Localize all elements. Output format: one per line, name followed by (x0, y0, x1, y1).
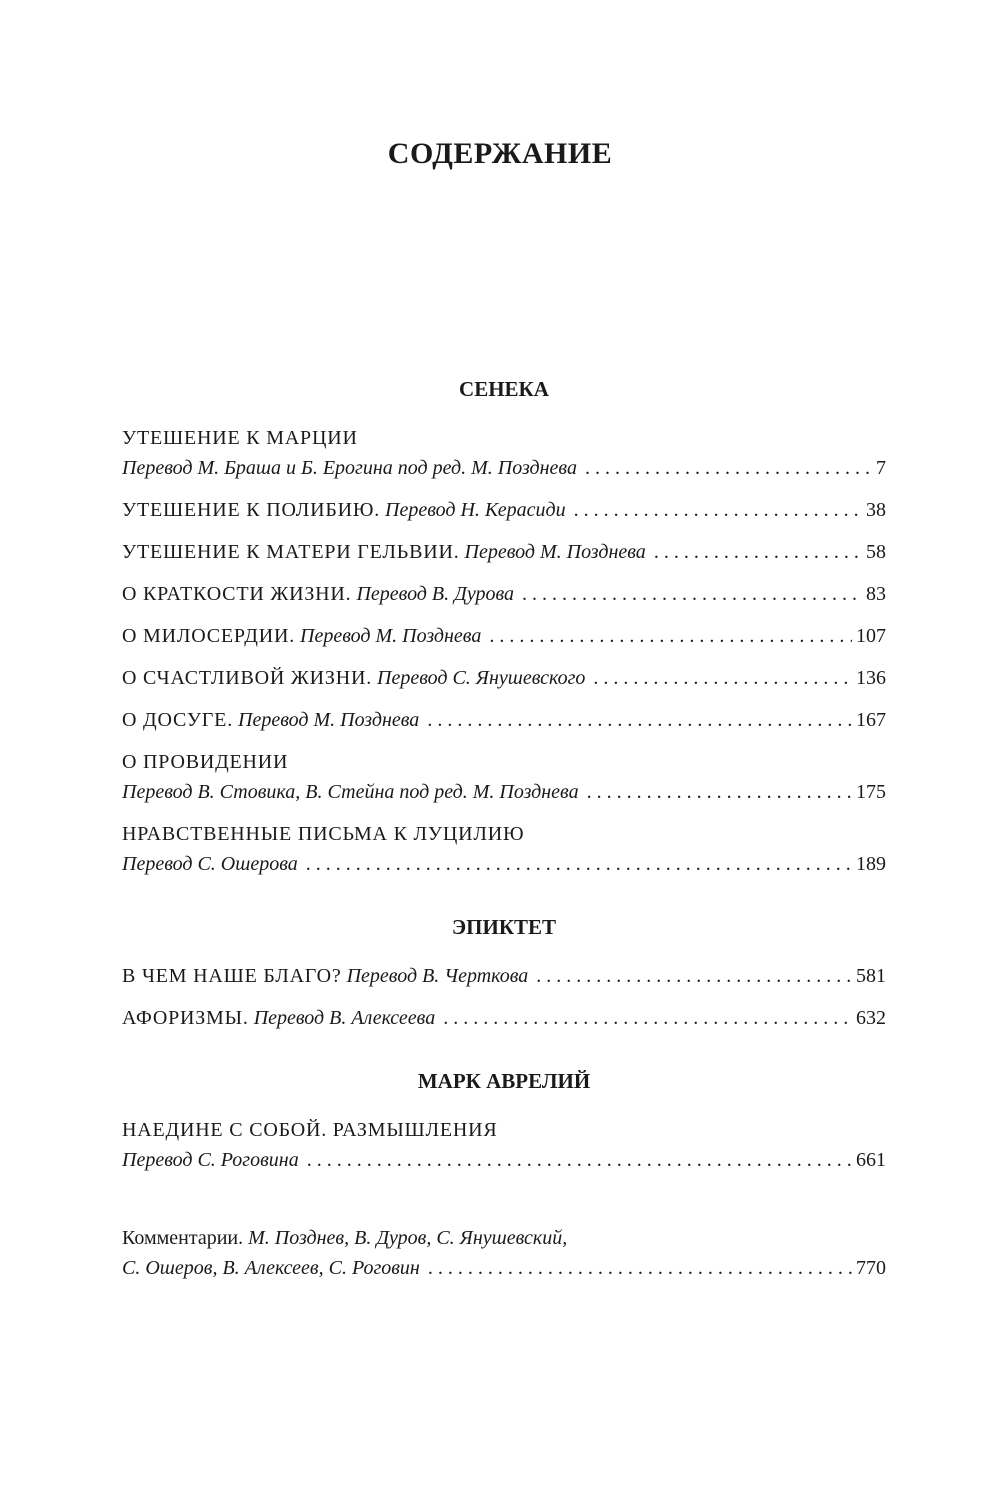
entry-translator: Перевод М. Браша и Б. Ерогина под ред. М. Позднева (122, 457, 577, 479)
entry-translator: Перевод В. Дурова (356, 583, 515, 605)
entry-title: УТЕШЕНИЕ К МАТЕРИ ГЕЛЬВИИ. (122, 541, 460, 563)
dot-leader (585, 453, 872, 483)
page-number: 38 (866, 499, 886, 521)
entry-translator: Перевод М. Позднева (238, 709, 420, 731)
entry-title: УТЕШЕНИЕ К МАРЦИИ (122, 427, 358, 449)
entry-title: УТЕШЕНИЕ К ПОЛИБИЮ. (122, 499, 381, 521)
dot-leader (443, 1003, 852, 1033)
dot-leader (489, 621, 852, 651)
toc-entry[interactable] (122, 961, 886, 991)
dot-leader (587, 777, 852, 807)
toc-entry[interactable] (122, 663, 886, 693)
dot-leader (536, 961, 852, 991)
page-number: 167 (856, 709, 886, 731)
commentary-authors-line1: М. Позднев, В. Дуров, С. Янушевский, (248, 1227, 568, 1249)
entry-translator: Перевод Н. Керасиди (385, 499, 566, 521)
dot-leader (427, 705, 852, 735)
page-number: 581 (856, 965, 886, 987)
entry-title: О МИЛОСЕРДИИ. (122, 625, 296, 647)
entry-title: О ДОСУГЕ. (122, 709, 233, 731)
toc-entry[interactable] (122, 819, 886, 879)
entry-title: НРАВСТВЕННЫЕ ПИСЬМА К ЛУЦИЛИЮ (122, 823, 525, 845)
toc-entry[interactable] (122, 537, 886, 567)
toc-entry[interactable] (122, 423, 886, 483)
table-of-contents (122, 374, 886, 1283)
page-number: 175 (856, 781, 886, 803)
toc-entry[interactable] (122, 705, 886, 735)
entry-translator: Перевод С. Ошерова (122, 853, 298, 875)
toc-entry[interactable] (122, 495, 886, 525)
toc-entry[interactable] (122, 1003, 886, 1033)
entry-title: О СЧАСТЛИВОЙ ЖИЗНИ. (122, 667, 372, 689)
dot-leader (574, 495, 862, 525)
dot-leader (522, 579, 862, 609)
entry-translator: Перевод В. Черткова (346, 965, 529, 987)
entry-title: О КРАТКОСТИ ЖИЗНИ. (122, 583, 352, 605)
commentary-authors-line2: С. Ошеров, В. Алексеев, С. Роговин (122, 1257, 420, 1279)
section-heading-marcus-aurelius: МАРК АВРЕЛИЙ (417, 1069, 591, 1093)
commentary-label: Комментарии. (122, 1227, 244, 1249)
page-number: 136 (856, 667, 886, 689)
section-heading-seneca: СЕНЕКА (459, 377, 549, 401)
toc-entry[interactable] (122, 621, 886, 651)
entry-title: АФОРИЗМЫ. (122, 1007, 249, 1029)
page-number: 661 (856, 1149, 886, 1171)
page-number: 107 (856, 625, 886, 647)
dot-leader (654, 537, 862, 567)
entry-translator: Перевод С. Роговина (122, 1149, 299, 1171)
commentary-entry[interactable] (122, 1223, 886, 1283)
entry-translator: Перевод М. Позднева (300, 625, 482, 647)
entry-translator: Перевод М. Позднева (464, 541, 646, 563)
toc-entry[interactable] (122, 579, 886, 609)
dot-leader (307, 1145, 852, 1175)
dot-leader (593, 663, 852, 693)
page-number: 58 (866, 541, 886, 563)
toc-entry[interactable] (122, 1115, 886, 1175)
page-number: 770 (856, 1257, 886, 1279)
entry-translator: Перевод В. Алексеева (253, 1007, 436, 1029)
entry-title: НАЕДИНЕ С СОБОЙ. РАЗМЫШЛЕНИЯ (122, 1119, 498, 1141)
page-number: 83 (866, 583, 886, 605)
page-number: 189 (856, 853, 886, 875)
entry-title: В ЧЕМ НАШЕ БЛАГО? (122, 965, 342, 987)
dot-leader (428, 1253, 852, 1283)
toc-entry[interactable] (122, 747, 886, 807)
entry-translator: Перевод В. Стовика, В. Стейна под ред. М. Позднева (122, 781, 579, 803)
page-number: 7 (876, 457, 886, 479)
dot-leader (306, 849, 852, 879)
page-number: 632 (856, 1007, 886, 1029)
entry-translator: Перевод С. Янушевского (377, 667, 586, 689)
page-title: СОДЕРЖАНИЕ (387, 137, 613, 170)
entry-title: О ПРОВИДЕНИИ (122, 751, 289, 773)
section-heading-epictetus: ЭПИКТЕТ (451, 915, 557, 939)
